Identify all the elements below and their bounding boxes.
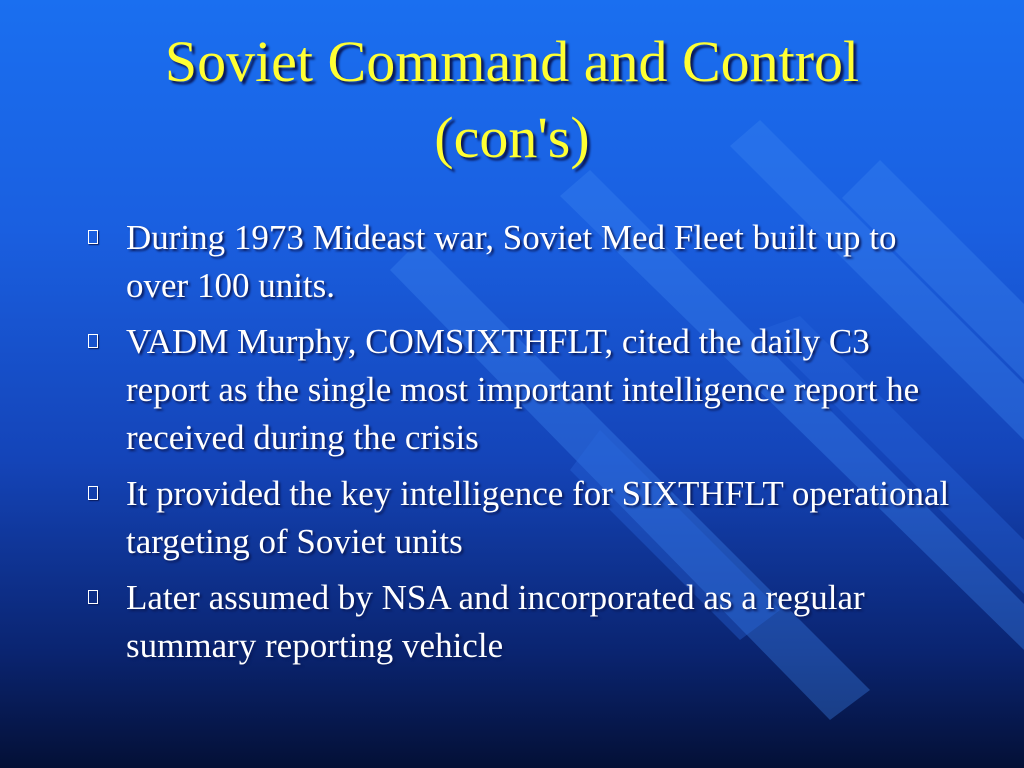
bullet-text: It provided the key intelligence for SIXTHFLT operational targeting of Soviet units [126,474,950,561]
bullet-item [82,214,962,310]
bullet-item [82,470,962,566]
bullet-item [82,318,962,462]
hollow-square-bullet-icon [88,334,98,348]
bullet-list [82,214,962,678]
slide-title [0,24,1024,176]
hollow-square-bullet-icon [88,230,98,244]
title-line-2: (con's) [434,105,590,170]
title-line-1: Soviet Command and Control [164,29,860,94]
bullet-item [82,574,962,670]
hollow-square-bullet-icon [88,590,98,604]
bullet-text: Later assumed by NSA and incorporated as a regular summary reporting vehicle [126,578,865,665]
hollow-square-bullet-icon [88,486,98,500]
bullet-text: During 1973 Mideast war, Soviet Med Fleet built up to over 100 units. [126,218,897,305]
bullet-text: VADM Murphy, COMSIXTHFLT, cited the daily C3 report as the single most important intelligence report he received during the crisis [126,322,920,457]
